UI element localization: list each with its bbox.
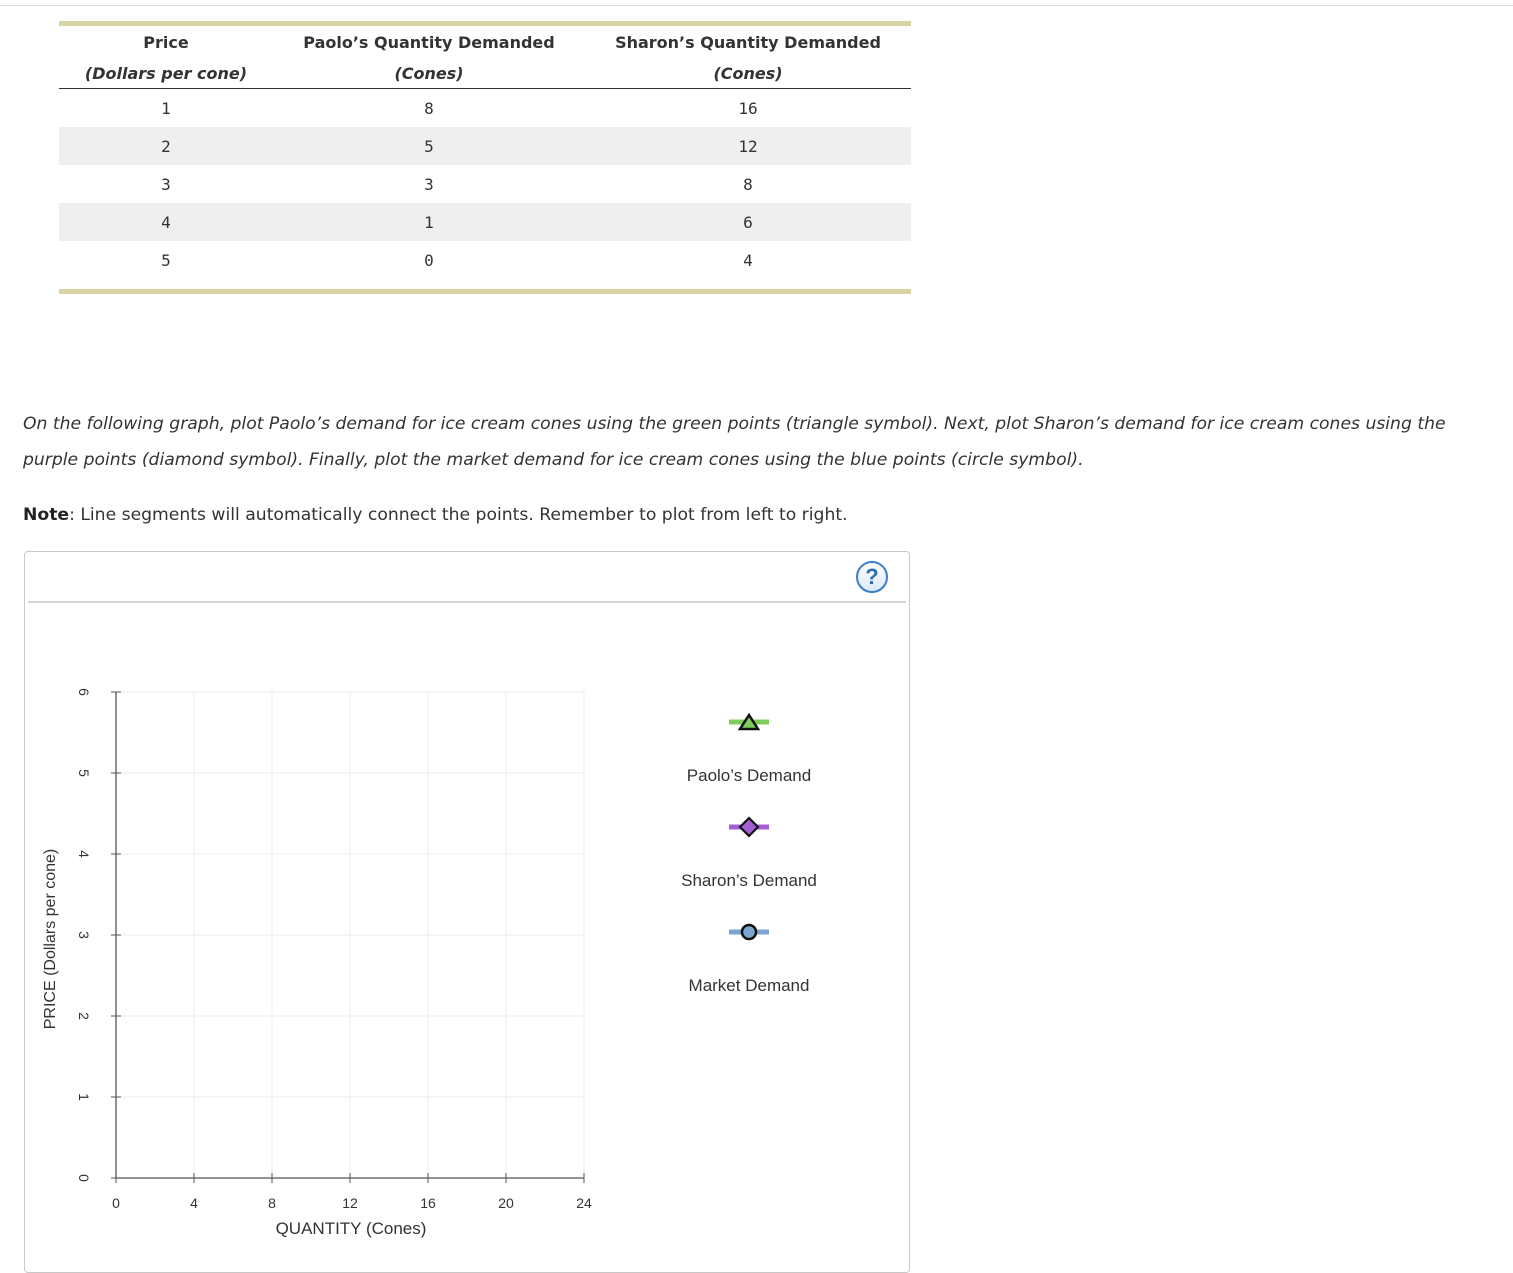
header-paolo-unit: (Cones) <box>273 58 585 89</box>
x-tick-label: 4 <box>190 1195 198 1211</box>
legend-label-triangle: Paolo’s Demand <box>686 766 812 785</box>
y-tick-label: 3 <box>76 931 92 939</box>
y-tick-label: 6 <box>76 688 92 696</box>
y-tick-label: 0 <box>76 1174 92 1182</box>
top-rule <box>0 5 1513 6</box>
note-body: : Line segments will automatically connect the points. Remember to plot from left to right. <box>69 505 848 525</box>
paolo-quantity-cell: 3 <box>424 174 434 194</box>
legend-label-circle: Market Demand <box>688 976 810 995</box>
sharon-quantity-cell: 16 <box>738 98 758 118</box>
x-tick-label: 0 <box>112 1195 120 1211</box>
paolo-quantity-cell: 8 <box>424 98 434 118</box>
sharon-quantity-cell: 6 <box>585 203 911 241</box>
sharon-quantity-cell: 8 <box>743 174 753 194</box>
header-sharon-quantity: Sharon’s Quantity Demanded <box>615 32 881 52</box>
demand-schedule-table <box>59 21 911 294</box>
x-tick-label: 16 <box>420 1195 436 1211</box>
chart-legend[interactable] <box>681 715 817 995</box>
paolo-quantity-cell: 5 <box>273 127 585 165</box>
price-cell: 1 <box>161 98 171 118</box>
sharon-quantity-cell: 12 <box>585 127 911 165</box>
x-tick-label: 12 <box>342 1195 358 1211</box>
price-cell: 3 <box>161 174 171 194</box>
instructions-text: On the following graph, plot Paolo’s demand for ice cream cones using the green points (triangle symbol). Next, plot Sharon’s demand for ice cream cones using the purple points (diamond symbol). Finally, plot the market demand for ice cream cones using the blue points (circle symbol). <box>23 414 1446 470</box>
x-tick-label: 8 <box>268 1195 276 1211</box>
table-row <box>59 203 911 241</box>
graph-panel[interactable] <box>24 551 910 1273</box>
price-cell: 4 <box>59 203 273 241</box>
y-tick-label: 4 <box>76 850 92 858</box>
paolo-quantity-cell: 0 <box>424 250 434 270</box>
help-icon: ? <box>865 564 879 589</box>
demand-chart[interactable] <box>25 552 909 1272</box>
note-text <box>23 503 1493 527</box>
sharon-quantity-cell: 4 <box>743 250 753 270</box>
x-tick-label: 20 <box>498 1195 514 1211</box>
table-row <box>59 127 911 165</box>
paolo-quantity-cell: 1 <box>273 203 585 241</box>
y-tick-label: 1 <box>76 1093 92 1101</box>
y-tick-label: 2 <box>76 1012 92 1020</box>
chart-grid <box>116 692 584 1178</box>
y-tick-label: 5 <box>76 769 92 777</box>
diamond-icon[interactable] <box>740 818 758 836</box>
legend-label-diamond: Sharon’s Demand <box>681 871 817 890</box>
y-axis-label: PRICE (Dollars per cone) <box>42 848 59 1030</box>
x-tick-label: 24 <box>576 1195 592 1211</box>
note-label: Note <box>23 505 70 525</box>
header-price-unit: (Dollars per cone) <box>59 58 273 89</box>
price-cell: 5 <box>161 250 171 270</box>
header-paolo-quantity: Paolo’s Quantity Demanded <box>303 32 555 52</box>
circle-icon[interactable] <box>742 925 756 939</box>
header-price: Price <box>143 32 189 52</box>
header-sharon-unit: (Cones) <box>585 58 911 89</box>
x-axis-label: QUANTITY (Cones) <box>275 1219 427 1238</box>
table-row <box>59 89 911 128</box>
table-row <box>59 165 911 203</box>
chart-axes <box>76 688 592 1211</box>
table-row <box>59 241 911 279</box>
price-cell: 2 <box>59 127 273 165</box>
